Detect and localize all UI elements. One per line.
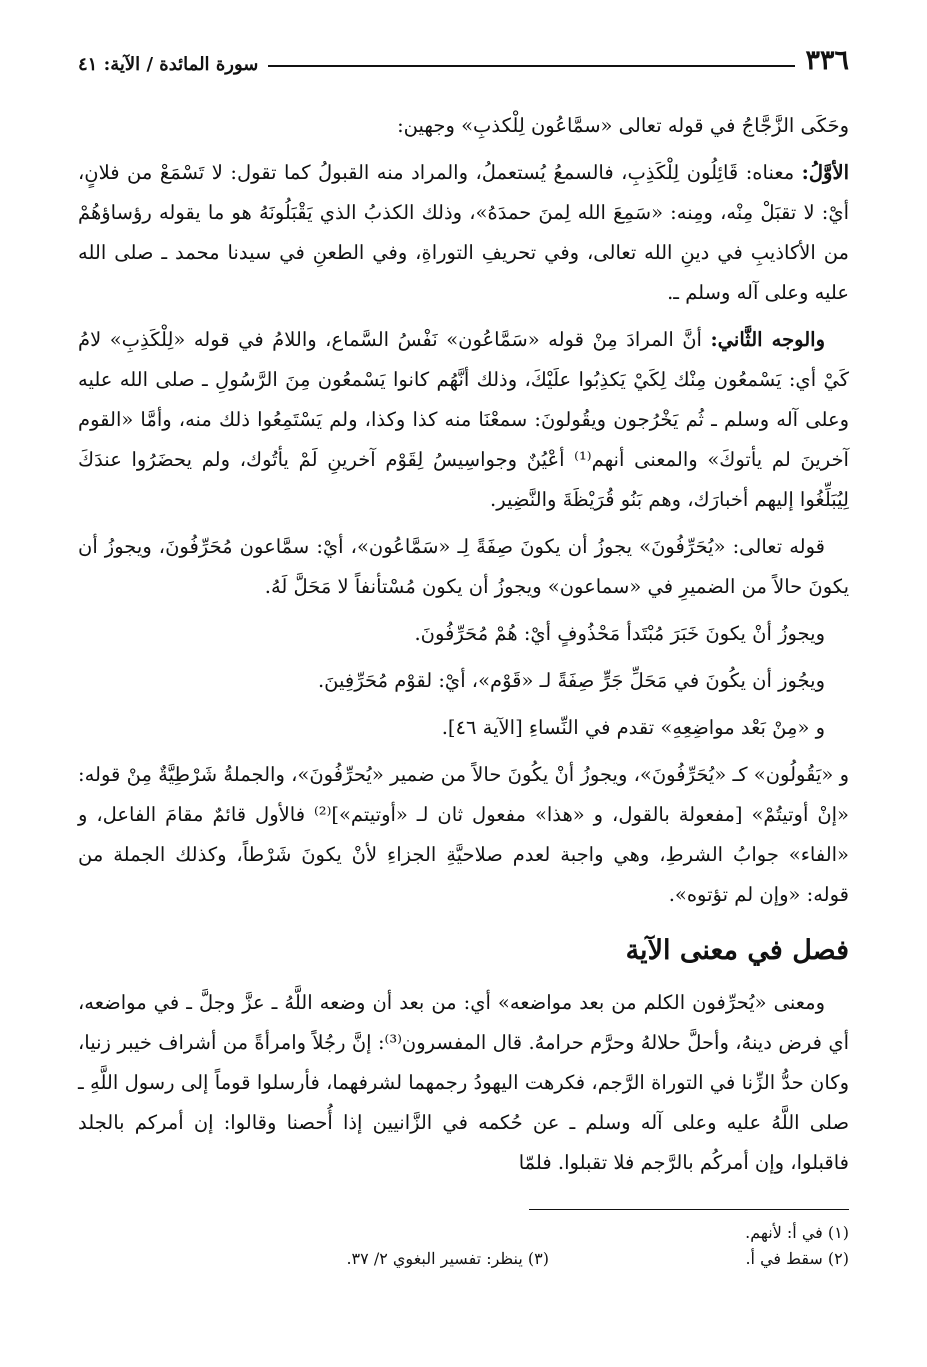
paragraph — [78, 527, 849, 607]
header-rule — [268, 65, 795, 67]
paragraph-text: و «مِنْ بَعْد مواضِعِهِ» تقدم في النِّساءِ [الآية ٤٦]. — [441, 716, 825, 739]
paragraph-text: و «يَقُولُون» كـ «يُحَرِّفُونَ»، ويجوزُ أنْ يكُونَ حالاً من ضمير «يُحرِّفُونَ»، والجملةُ شَرْطِيَّةٌ مِنْ قوله: «إنْ أوتيتُمْ» [مفعولة بالقول، و «هذا» مفعول ثان لـ «أوتيتم»]⁽²⁾ فالأول قائمٌ مقامَ الفاعل، و «الفاء» جوابُ الشرطِ، وهي واجبة لعدم صلاحيَّةِ الجزاءِ لأنْ يكونَ شَرْطاً، وكذلك الجملة من قوله: «وإن لم تؤتوه». — [78, 763, 849, 906]
footnote-2: (٢) سقط في أ. — [745, 1249, 849, 1268]
paragraph — [78, 320, 849, 520]
paragraph — [78, 708, 849, 748]
footnote-1: (١) في أ: لأنهم. — [745, 1223, 849, 1242]
paragraph-text: ويجوزُ أنْ يكونَ خَبَرَ مُبْتَدأ مَحْذُوفٍ أيْ: هُمْ مُحَرِّفُونَ. — [414, 622, 825, 645]
footnote-rule — [529, 1209, 849, 1210]
footnote-row — [78, 1220, 849, 1246]
paragraph-text: ومعنى «يُحرِّفون الكلم من بعد مواضعه» أي: من بعد أن وضعه اللَّهُ ـ عزَّ وجلَّ ـ في مواضعه، أي فرض دينهُ، وأحلَّ حلالهُ وحرَّم حرامهُ. قال المفسرون⁽³⁾: إنَّ رجُلاً وامرأةً من أشراف خيبر زنيا، وكان حدُّ الزِّنا في التوراة الرَّجم، فكرهت اليهودُ رجمهما لشرفهما، فأرسلوا قوماً إلى رسول اللَّهِ ـ صلى اللَّهُ عليه وعلى آله وسلم ـ عن حُكمه في الزَّانيين إذا أُحصنا وقالوا: إن أمركم بالجلد فاقبلوا، وإن أمركُم بالرَّجم فلا تقبلوا. فلمّا — [78, 991, 850, 1174]
section-reference: سورة المائدة / الآية: ٤١ — [78, 54, 259, 75]
running-head — [78, 30, 849, 74]
footnote-row — [78, 1246, 849, 1272]
paragraph-lead: والوجه الثَّاني: — [710, 328, 825, 351]
paragraph-text: وحَكَى الزَّجَّاجُ في قوله تعالى «سمَّاعُون لِلْكذبِ» وجهين: — [397, 114, 849, 137]
paragraph — [78, 983, 849, 1183]
page-number: ٣٣٦ — [805, 45, 849, 76]
paragraph — [78, 153, 849, 313]
footnote-3: (٣) ينظر: تفسير البغوي ٢/ ٣٧. — [346, 1249, 549, 1268]
paragraph-text: قوله تعالى: «يُحَرِّفُونَ» يجوزُ أن يكونَ صِفَةً لِـ «سَمَّاعُون»، أيْ: سمَّاعون مُحَرِّفُونَ، ويجوزُ أن يكونَ حالاً من الضميرِ في «سماعون» ويجوزُ أن يكون مُسْتأنفاً لا مَحَلَّ لَهُ. — [78, 535, 849, 598]
paragraph — [78, 661, 849, 701]
paragraph-text: أنَّ المرادَ مِنْ قوله «سَمَّاعُون» نَفْسُ السَّماع، واللامُ في قوله «لِلْكَذِبِ» لامُ كَيْ أي: يَسْمعُون مِنْك لِكَيْ يَكذِبُوا علَيْكَ، وذلك أنَّهُم كانوا يَسْمعُون مِنَ الرَّسُولِ ـ صلى الله عليه وعلى آله وسلم ـ ثُم يَخْرُجون ويقُولونَ: سمعْنَا منه كذا وكذا، ولم يَسْتَمِعُوا ذلك منه، وأمَّا «القوم آخرينَ لم يأتوكَ» والمعنى أنهم⁽¹⁾ أعْيُنٌ وجواسِيسُ لِقَوْم آخرينِ لَمْ يأتُوك، ولم يحضَرُوا عندَكَ لِيُبَلِّغُوا إليهم أخبارَك، وهم بَنُو قُرَيْظَةَ والنَّضِير. — [78, 328, 849, 511]
section-heading: فصل في معنى الآية — [625, 935, 849, 966]
paragraph-text: ويجُوز أن يكُونَ في مَحَلِّ جَرٍّ صِفَةً لـ «قَوْم»، أيْ: لقوْم مُحَرِّفِينَ. — [317, 669, 825, 692]
paragraph-lead: الأوَّلُ: — [801, 161, 849, 184]
footnotes — [78, 1220, 849, 1272]
paragraph — [78, 106, 849, 146]
paragraph — [78, 614, 849, 654]
main-text — [78, 106, 849, 1183]
paragraph-text: معناه: قَائِلُون لِلْكَذِبِ، فالسمعُ يُستعملُ، والمراد منه القبولُ كما تقول: لا تَسْمَعْ من فلانٍ، أيْ: لا تقبَلْ مِنْه، ومِنه: «سَمِعَ الله لِمنَ حمدَهُ»، وذلك الكذبُ الذي يَقْبَلُونَهُ هو ما يقوله رؤساؤهُمْ من الأكاذيبِ في دينِ الله تعالى، وفي تحريفِ التوراةِ، وفي الطعنِ في سيدنا محمد ـ صلى الله عليه وعلى آله وسلم ـ. — [78, 161, 849, 304]
paragraph — [78, 755, 849, 915]
